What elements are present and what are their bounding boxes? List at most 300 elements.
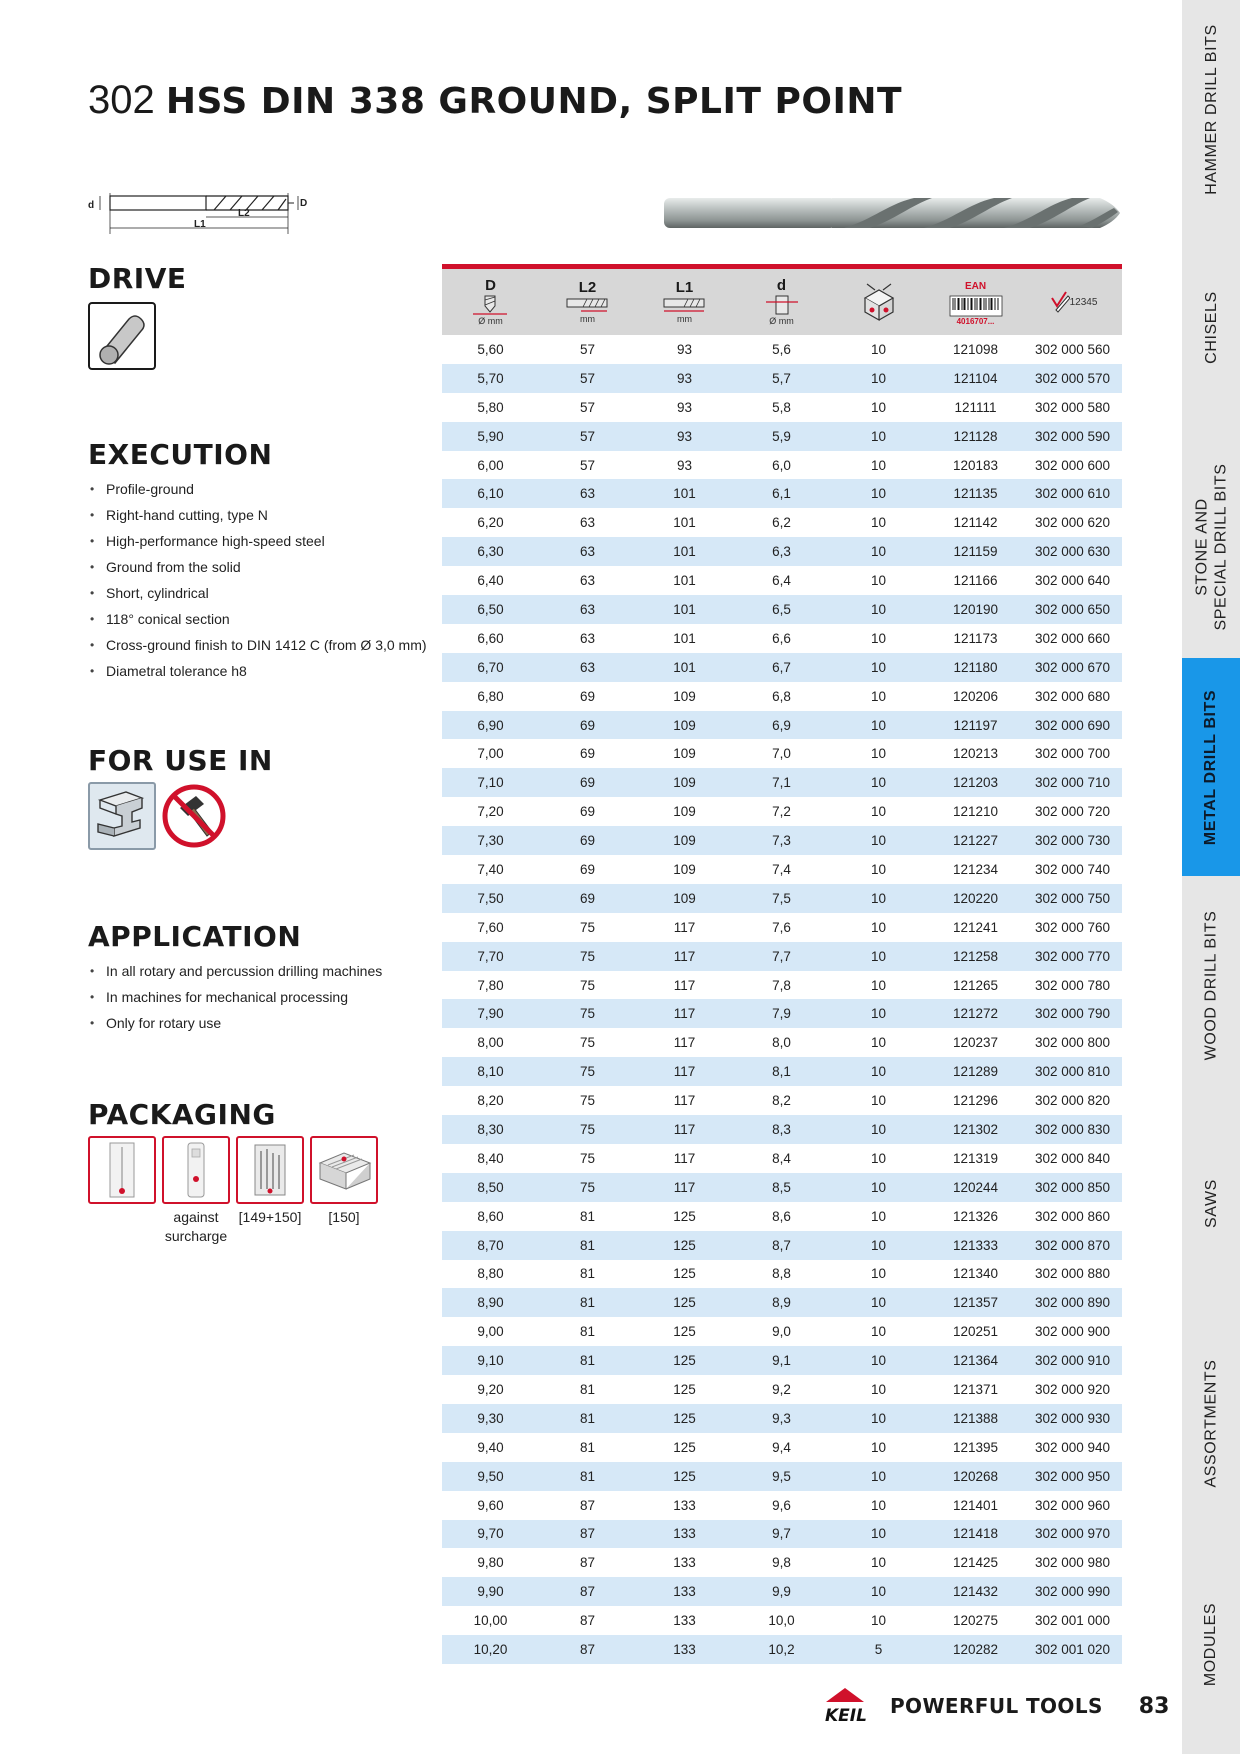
cell-L2: 75	[579, 1006, 596, 1022]
cell-L2: 57	[579, 457, 596, 473]
cell-L1: 109	[673, 804, 696, 820]
cell-D: 7,10	[477, 775, 504, 791]
cell-d: 7,9	[772, 1006, 791, 1022]
cell-d: 7,8	[772, 977, 791, 993]
cell-pack-qty: 10	[870, 399, 887, 415]
cell-article-number: 302 000 720	[1034, 804, 1111, 820]
brand-tagline: POWERFUL TOOLS	[890, 1694, 1103, 1718]
table-row	[442, 537, 1122, 566]
cell-D: 6,30	[477, 544, 504, 560]
cell-article-number: 302 000 880	[1034, 1266, 1111, 1282]
cell-ean: 121319	[952, 1150, 999, 1166]
table-row	[442, 1086, 1122, 1115]
header-L2	[539, 269, 636, 335]
tab-assortments[interactable]	[1182, 1312, 1240, 1534]
cell-D: 9,50	[477, 1468, 504, 1484]
packaging-heading: PACKAGING	[88, 1098, 276, 1131]
cell-D: 6,10	[477, 486, 504, 502]
cell-pack-qty: 10	[870, 717, 887, 733]
table-row	[442, 422, 1122, 451]
cell-d: 8,7	[772, 1237, 791, 1253]
table-row	[442, 1375, 1122, 1404]
table-row	[442, 624, 1122, 653]
cell-L2: 57	[579, 428, 596, 444]
logo-text: KEIL	[825, 1706, 867, 1726]
cell-ean: 121333	[952, 1237, 999, 1253]
cell-article-number: 302 000 760	[1034, 919, 1111, 935]
cell-ean: 121401	[952, 1497, 999, 1513]
cell-L2: 75	[579, 1093, 596, 1109]
cell-ean: 120275	[952, 1613, 999, 1629]
cell-pack-qty: 10	[870, 1468, 887, 1484]
cell-article-number: 302 000 710	[1034, 775, 1111, 791]
cell-D: 8,20	[477, 1093, 504, 1109]
table-row	[442, 451, 1122, 480]
schematic-D-label: D	[300, 198, 308, 209]
cell-ean: 121388	[952, 1410, 999, 1426]
tab-metal-drill-bits[interactable]	[1182, 658, 1240, 876]
product-table	[442, 264, 1122, 1664]
cell-d: 7,4	[772, 861, 791, 877]
section-sidebar	[1182, 0, 1240, 1754]
cell-article-number: 302 000 790	[1034, 1006, 1111, 1022]
cell-ean: 121142	[953, 515, 998, 531]
cell-article-number: 302 000 830	[1034, 1121, 1111, 1137]
cell-D: 7,20	[477, 804, 504, 820]
cell-ean: 121395	[952, 1439, 999, 1455]
cell-article-number: 302 000 660	[1034, 630, 1111, 646]
cell-ean: 121258	[952, 948, 999, 964]
cell-L1: 117	[673, 948, 696, 964]
cell-pack-qty: 10	[870, 428, 887, 444]
tab-hammer-drill-bits[interactable]	[1182, 0, 1240, 218]
cell-d: 7,0	[772, 746, 791, 762]
cell-D: 9,00	[477, 1324, 504, 1340]
cell-L1: 133	[673, 1642, 696, 1658]
list-item: • Only for rotary use	[88, 1010, 382, 1036]
table-row	[442, 855, 1122, 884]
cell-L2: 87	[579, 1613, 596, 1629]
cell-article-number: 302 000 940	[1034, 1439, 1111, 1455]
cell-d: 8,4	[772, 1150, 791, 1166]
cell-L1: 109	[673, 746, 696, 762]
cell-ean: 121296	[952, 1093, 999, 1109]
cell-ean: 121098	[952, 341, 999, 357]
cell-L1: 125	[673, 1353, 696, 1369]
header-D-unit: Ø mm	[478, 316, 503, 326]
list-item: • In machines for mechanical processing	[88, 984, 382, 1010]
cell-d: 7,3	[772, 833, 791, 849]
cell-pack-qty: 10	[870, 341, 887, 357]
tab-label: MODULES	[1202, 1602, 1220, 1686]
cell-L1: 93	[676, 341, 693, 357]
cell-D: 6,60	[477, 630, 504, 646]
cell-L2: 81	[579, 1295, 596, 1311]
cell-L1: 125	[673, 1382, 696, 1397]
product-number: 302	[88, 78, 155, 122]
list-item: • Right-hand cutting, type N	[88, 502, 427, 528]
cell-L1: 93	[676, 428, 693, 444]
cell-article-number: 302 000 680	[1034, 688, 1111, 704]
drive-heading: DRIVE	[88, 262, 187, 295]
table-row	[442, 1231, 1122, 1260]
list-item: • Profile-ground	[88, 476, 427, 502]
cell-ean: 120244	[952, 1179, 999, 1195]
cell-D: 9,10	[477, 1353, 504, 1369]
cell-article-number: 302 000 920	[1034, 1382, 1111, 1397]
cell-article-number: 302 000 770	[1034, 948, 1111, 964]
cell-pack-qty: 10	[870, 1237, 887, 1253]
table-row	[442, 1028, 1122, 1057]
table-row	[442, 739, 1122, 768]
cell-pack-qty: 10	[870, 977, 887, 993]
cell-article-number: 302 000 970	[1034, 1526, 1111, 1542]
cell-L1: 101	[673, 630, 696, 646]
cell-ean: 121135	[953, 486, 998, 502]
tab-label: STONE AND SPECIAL DRILL BITS	[1193, 463, 1230, 631]
cell-d: 6,9	[772, 717, 791, 733]
cell-article-number: 302 000 870	[1034, 1237, 1111, 1253]
cell-d: 9,3	[772, 1410, 791, 1426]
cell-ean: 121128	[953, 428, 998, 444]
cell-article-number: 302 000 630	[1034, 544, 1111, 560]
cell-d: 9,4	[772, 1439, 791, 1455]
list-item: • Ground from the solid	[88, 554, 427, 580]
header-L1	[636, 269, 733, 335]
cell-D: 7,70	[477, 948, 504, 964]
table-row	[442, 999, 1122, 1028]
cell-ean: 121302	[952, 1121, 999, 1137]
cell-L2: 57	[579, 399, 596, 415]
cell-pack-qty: 10	[870, 1208, 887, 1224]
cell-d: 7,2	[772, 804, 791, 820]
cell-L1: 133	[673, 1497, 696, 1513]
cell-article-number: 302 000 850	[1034, 1179, 1111, 1195]
cell-L2: 87	[579, 1497, 596, 1513]
cell-L1: 133	[673, 1555, 696, 1571]
header-article-sample: 12345	[1069, 296, 1098, 308]
cell-article-number: 302 000 560	[1034, 341, 1111, 357]
cell-article-number: 302 000 810	[1034, 1064, 1111, 1080]
cell-D: 8,80	[477, 1266, 504, 1282]
cell-D: 8,30	[477, 1121, 504, 1137]
cell-pack-qty: 10	[870, 1150, 887, 1166]
round-shank-icon	[88, 302, 156, 370]
cell-D: 9,90	[477, 1584, 504, 1600]
cell-D: 6,80	[477, 688, 504, 704]
cell-L1: 125	[673, 1439, 696, 1455]
schematic-L2-label: L2	[238, 208, 250, 219]
cell-D: 6,50	[477, 601, 504, 617]
tab-label: ASSORTMENTS	[1202, 1358, 1220, 1488]
table-row	[442, 595, 1122, 624]
cell-article-number: 302 000 620	[1034, 515, 1111, 531]
cell-pack-qty: 10	[870, 833, 887, 849]
cell-d: 9,6	[772, 1497, 791, 1513]
table-row	[442, 1346, 1122, 1375]
article-number-icon	[1048, 290, 1070, 314]
cell-L2: 63	[579, 573, 596, 589]
schematic-L1-label: L1	[194, 219, 206, 230]
barcode-icon	[949, 295, 1003, 317]
cell-pack-qty: 10	[870, 1179, 887, 1195]
cell-L2: 81	[579, 1439, 596, 1455]
table-row	[442, 1260, 1122, 1289]
cell-L2: 69	[579, 688, 596, 704]
cell-ean: 121111	[954, 399, 997, 415]
cell-D: 7,40	[477, 861, 504, 877]
header-d-unit: Ø mm	[769, 316, 794, 326]
table-row	[442, 1173, 1122, 1202]
cell-ean: 121371	[952, 1382, 999, 1397]
application-list	[88, 958, 382, 1036]
cell-L1: 101	[673, 601, 696, 617]
cell-ean: 120220	[952, 890, 999, 906]
table-body	[442, 335, 1122, 1664]
schematic-d-label: d	[88, 200, 95, 211]
cell-article-number: 302 000 590	[1034, 428, 1111, 444]
cell-L2: 63	[579, 544, 596, 560]
cell-pack-qty: 10	[870, 659, 887, 675]
cell-article-number: 302 000 800	[1034, 1035, 1111, 1051]
list-item: • 118° conical section	[88, 606, 427, 632]
table-header	[442, 269, 1122, 335]
cell-L1: 109	[673, 833, 696, 849]
drill-bit-image	[662, 190, 1122, 241]
cell-d: 8,5	[772, 1179, 791, 1195]
table-row	[442, 797, 1122, 826]
cell-pack-qty: 10	[870, 370, 887, 386]
cell-ean: 121357	[952, 1295, 999, 1311]
table-row	[442, 393, 1122, 422]
cell-D: 8,40	[477, 1150, 504, 1166]
cell-ean: 120237	[952, 1035, 999, 1051]
cell-L1: 109	[673, 775, 696, 791]
cell-L2: 81	[579, 1468, 596, 1484]
list-item: • Short, cylindrical	[88, 580, 427, 606]
cell-d: 6,0	[772, 457, 791, 473]
cell-L2: 69	[579, 890, 596, 906]
cell-D: 8,50	[477, 1179, 504, 1195]
cell-d: 6,5	[772, 601, 791, 617]
cell-L2: 87	[579, 1526, 596, 1542]
header-L2-unit: mm	[580, 314, 595, 324]
packaging-label: against surcharge	[164, 1209, 228, 1244]
header-L1-label: L1	[675, 279, 694, 296]
cell-L1: 117	[673, 977, 696, 993]
cell-L2: 81	[579, 1324, 596, 1340]
cell-D: 6,90	[477, 717, 504, 733]
cell-D: 6,20	[477, 515, 504, 531]
cell-d: 7,1	[772, 775, 791, 791]
table-row	[442, 566, 1122, 595]
tab-wood-drill-bits[interactable]	[1182, 876, 1240, 1094]
cell-L1: 125	[673, 1237, 696, 1253]
cell-L1: 117	[673, 1093, 696, 1109]
cell-L1: 133	[673, 1613, 696, 1629]
cell-D: 10,00	[473, 1613, 508, 1629]
cell-d: 8,1	[772, 1064, 791, 1080]
list-item: • Diametral tolerance h8	[88, 658, 427, 684]
cell-pack-qty: 10	[870, 688, 887, 704]
dimension-schematic	[88, 190, 318, 241]
cell-d: 9,2	[772, 1382, 791, 1397]
cell-d: 9,5	[772, 1468, 791, 1484]
for-use-in-heading: FOR USE IN	[88, 744, 273, 777]
cell-ean: 121180	[953, 659, 998, 675]
cell-pack-qty: 10	[870, 948, 887, 964]
cell-d: 10,0	[768, 1613, 795, 1629]
cell-D: 7,90	[477, 1006, 504, 1022]
tab-label: CHISELS	[1202, 290, 1220, 364]
cell-L1: 133	[673, 1584, 696, 1600]
cell-pack-qty: 10	[870, 919, 887, 935]
cell-D: 8,00	[477, 1035, 504, 1051]
table-row	[442, 1057, 1122, 1086]
cell-pack-qty: 10	[870, 1584, 887, 1600]
cell-pack-qty: 10	[870, 1353, 887, 1369]
cell-L2: 69	[579, 746, 596, 762]
cell-article-number: 302 000 910	[1034, 1353, 1111, 1369]
cell-D: 5,70	[477, 370, 504, 386]
cell-L2: 81	[579, 1237, 596, 1253]
cell-L1: 101	[673, 486, 696, 502]
cell-L2: 81	[579, 1353, 596, 1369]
cell-ean: 121340	[952, 1266, 999, 1282]
cell-L1: 117	[673, 1064, 696, 1080]
header-d-label: d	[776, 277, 787, 294]
cell-L1: 117	[673, 1035, 696, 1051]
cell-ean: 121159	[953, 544, 998, 560]
cell-article-number: 302 000 730	[1034, 833, 1111, 849]
drill-tip-diameter-icon	[471, 294, 511, 316]
cell-d: 6,4	[772, 573, 791, 589]
cell-ean: 120213	[952, 746, 999, 762]
cell-L1: 109	[673, 861, 696, 877]
page-title	[88, 80, 902, 120]
cell-pack-qty: 10	[870, 630, 887, 646]
table-row	[442, 1288, 1122, 1317]
tab-saws[interactable]	[1182, 1094, 1240, 1312]
cell-article-number: 302 000 750	[1034, 890, 1111, 906]
cell-article-number: 302 000 990	[1034, 1584, 1111, 1600]
cell-L1: 117	[673, 1006, 696, 1022]
cell-L1: 101	[673, 515, 696, 531]
cell-d: 6,7	[772, 659, 791, 675]
cell-D: 9,30	[477, 1410, 504, 1426]
cell-article-number: 302 000 610	[1034, 486, 1111, 502]
tab-modules[interactable]	[1182, 1534, 1240, 1754]
cell-D: 6,40	[477, 573, 504, 589]
cell-ean: 121166	[953, 573, 998, 589]
cell-ean: 121210	[952, 804, 999, 820]
cell-D: 8,10	[477, 1064, 504, 1080]
cell-D: 5,60	[477, 341, 504, 357]
cell-ean: 120190	[952, 601, 999, 617]
cassette-pack-icon	[236, 1136, 304, 1204]
execution-list	[88, 476, 427, 684]
cell-L1: 117	[673, 1121, 696, 1137]
tab-chisels[interactable]	[1182, 218, 1240, 436]
header-article-number	[1024, 269, 1121, 335]
cell-L2: 57	[579, 341, 596, 357]
cell-pack-qty: 10	[870, 1295, 887, 1311]
cell-ean: 121432	[952, 1584, 999, 1600]
table-row	[442, 711, 1122, 740]
header-ean	[927, 269, 1024, 335]
cell-pack-qty: 10	[870, 1121, 887, 1137]
cell-article-number: 302 000 930	[1034, 1410, 1111, 1426]
tab-stone-special-drill-bits[interactable]	[1182, 436, 1240, 658]
cell-L1: 109	[673, 890, 696, 906]
table-row	[442, 768, 1122, 797]
cell-D: 7,30	[477, 833, 504, 849]
cell-ean: 121425	[952, 1555, 999, 1571]
tab-label: HAMMER DRILL BITS	[1202, 23, 1220, 195]
cell-L1: 117	[673, 1150, 696, 1166]
table-row	[442, 1462, 1122, 1491]
cell-ean: 121241	[952, 919, 999, 935]
page-number: 83	[1138, 1693, 1170, 1719]
header-D	[442, 269, 539, 335]
cell-D: 5,90	[477, 428, 504, 444]
cell-ean: 121197	[953, 717, 998, 733]
cell-L1: 93	[676, 370, 693, 386]
cell-L1: 117	[673, 1179, 696, 1195]
packaging-label: [150]	[328, 1209, 360, 1225]
table-row	[442, 884, 1122, 913]
cell-pack-qty: 10	[870, 1439, 887, 1455]
cell-L1: 125	[673, 1324, 696, 1340]
list-item: • In all rotary and percussion drilling machines	[88, 958, 382, 984]
cell-D: 9,80	[477, 1555, 504, 1571]
cell-L2: 69	[579, 717, 596, 733]
list-item: • High-performance high-speed steel	[88, 528, 427, 554]
cell-L2: 63	[579, 486, 596, 502]
table-row	[442, 1433, 1122, 1462]
cell-L2: 75	[579, 1121, 596, 1137]
cell-pack-qty: 10	[870, 1613, 887, 1629]
cell-ean: 121265	[952, 977, 999, 993]
cell-article-number: 302 000 980	[1034, 1555, 1111, 1571]
header-ean-label: EAN	[964, 280, 987, 292]
cell-L2: 81	[579, 1208, 596, 1224]
table-row	[442, 1635, 1122, 1664]
cell-ean: 121289	[952, 1064, 999, 1080]
case-pack-icon	[310, 1136, 378, 1204]
cell-article-number: 302 000 650	[1034, 601, 1111, 617]
table-row	[442, 364, 1122, 393]
metal-material-icon	[88, 782, 156, 850]
tube-pack-icon	[162, 1136, 230, 1204]
execution-heading: EXECUTION	[88, 438, 273, 471]
single-pack-icon	[88, 1136, 156, 1204]
table-row	[442, 1317, 1122, 1346]
cell-pack-qty: 10	[870, 601, 887, 617]
cell-pack-qty: 10	[870, 544, 887, 560]
header-ean-code: 4016707...	[956, 316, 995, 326]
cell-L1: 125	[673, 1468, 696, 1484]
cell-ean: 121234	[952, 861, 999, 877]
cell-L1: 125	[673, 1208, 696, 1224]
cell-L2: 75	[579, 1150, 596, 1166]
cell-D: 8,70	[477, 1237, 504, 1253]
table-row	[442, 971, 1122, 1000]
cell-d: 7,5	[772, 890, 791, 906]
cell-pack-qty: 10	[870, 775, 887, 791]
cell-article-number: 302 000 640	[1034, 573, 1111, 589]
cell-pack-qty: 10	[870, 1382, 887, 1397]
